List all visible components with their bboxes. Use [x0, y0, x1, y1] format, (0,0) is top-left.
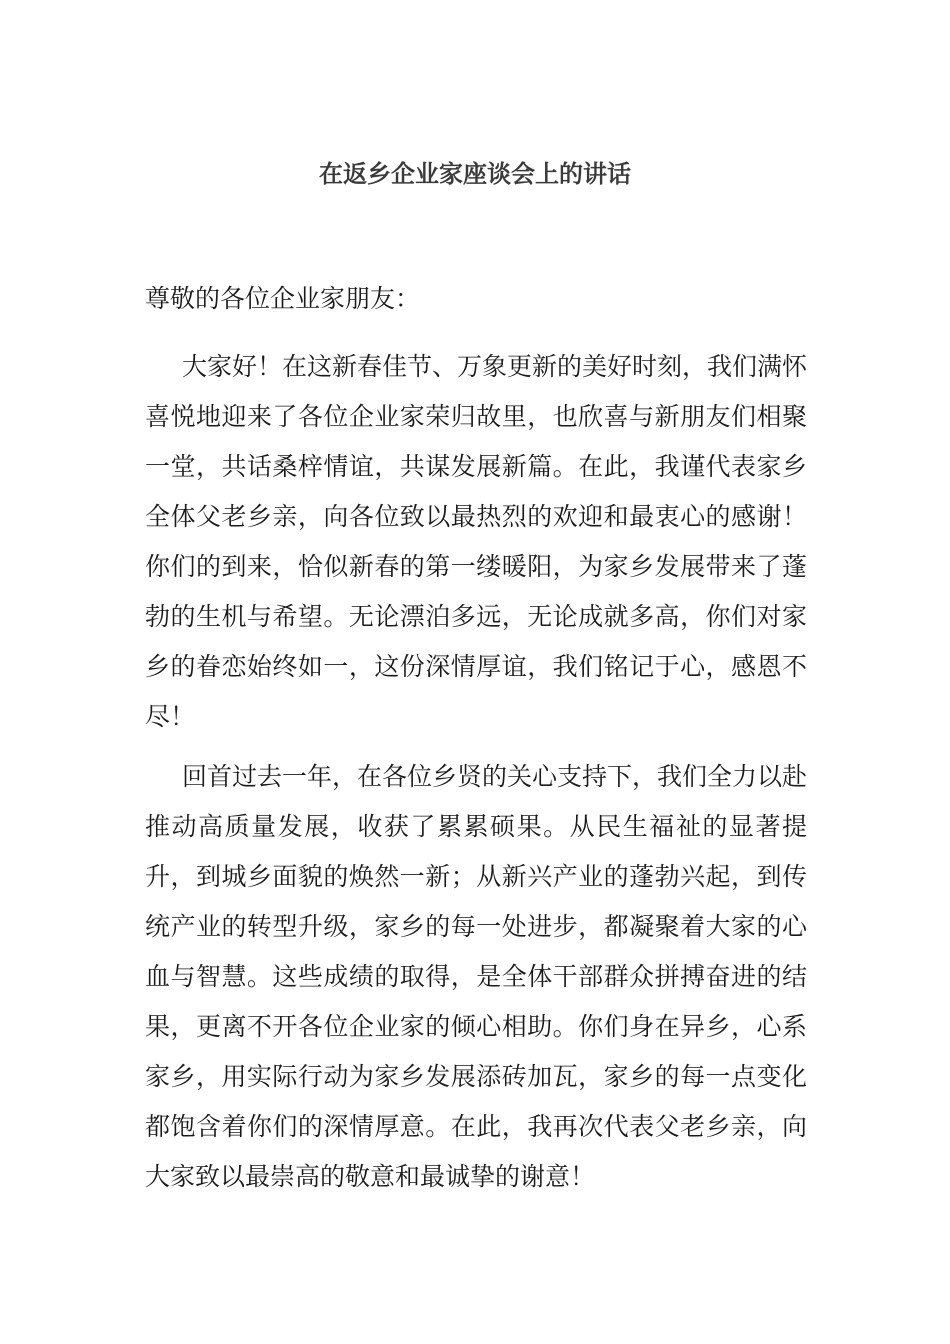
paragraph-welcome: 大家好！在这新春佳节、万象更新的美好时刻，我们满怀喜悦地迎来了各位企业家荣归故里，也欣喜与新朋友们相聚一堂，共话桑梓情谊，共谋发展新篇。在此，我谨代表家乡全体父老乡亲，向各位致以最热烈的欢迎和最衷心的感谢！你们的到来，恰似新春的第一缕暖阳，为家乡发展带来了蓬勃的生机与希望。无论漂泊多远，无论成就多高，你们对家乡的眷恋始终如一，这份深情厚谊，我们铭记于心，感恩不尽！: [145, 352, 808, 731]
salutation: 尊敬的各位企业家朋友：: [145, 284, 421, 313]
document-title: 在返乡企业家座谈会上的讲话: [319, 160, 631, 188]
paragraph-review: 回首过去一年，在各位乡贤的关心支持下，我们全力以赴推动高质量发展，收获了累累硕果。从民生福祉的显著提升，到城乡面貌的焕然一新；从新兴产业的蓬勃兴起，到传统产业的转型升级，家乡的每一处进步，都凝聚着大家的心血与智慧。这些成绩的取得，是全体干部群众拼搏奋进的结果，更离不开各位企业家的倾心相助。你们身在异乡，心系家乡，用实际行动为家乡发展添砖加瓦，家乡的每一点变化都饱含着你们的深情厚意。在此，我再次代表父老乡亲，向大家致以最崇高的敬意和最诚挚的谢意！: [145, 762, 808, 1191]
document-body: [145, 281, 807, 1202]
